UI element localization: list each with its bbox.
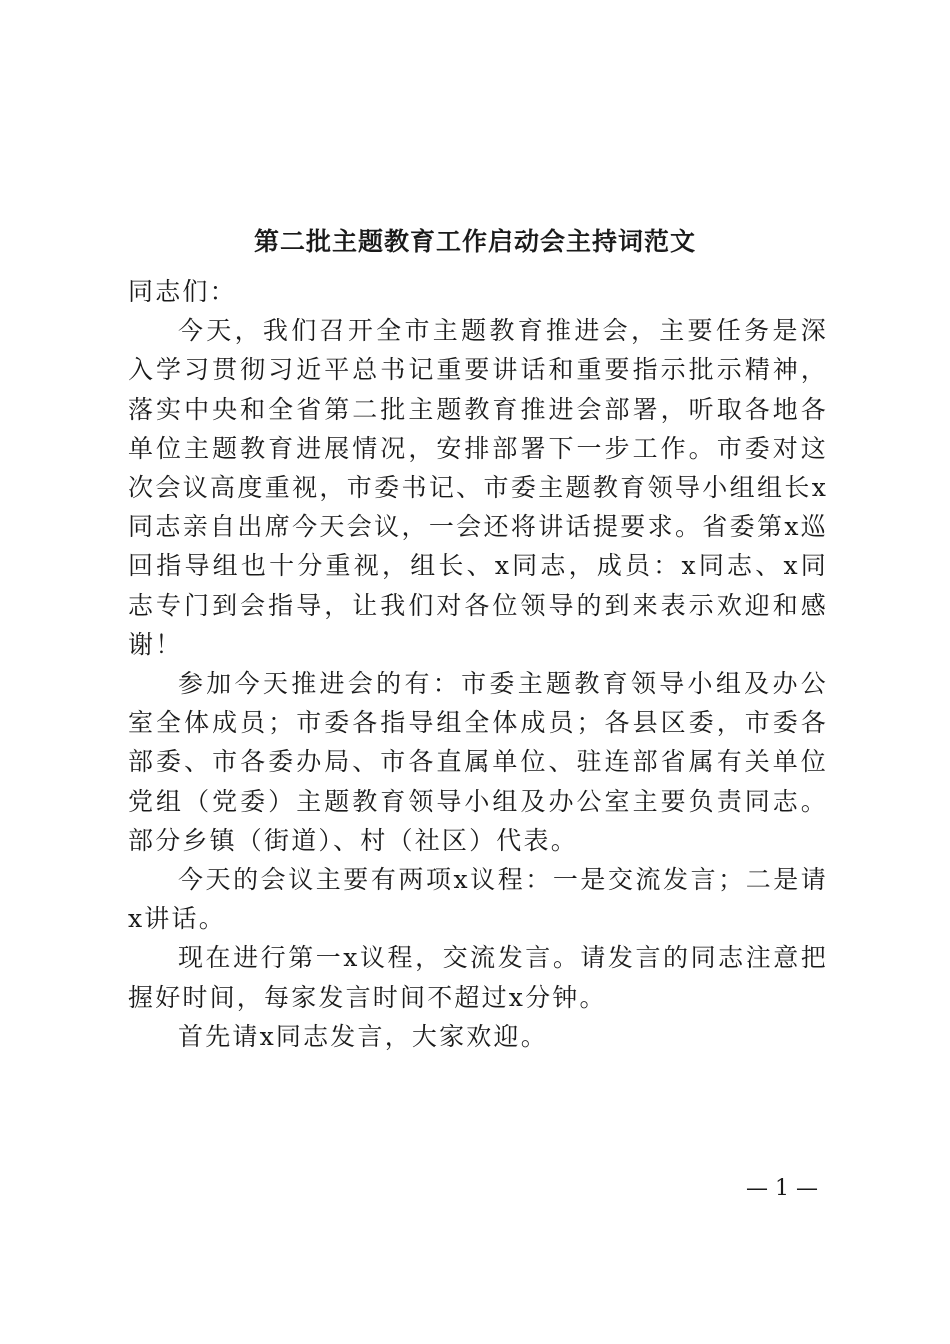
paragraph-opening: 今天，我们召开全市主题教育推进会，主要任务是深入学习贯彻习近平总书记重要讲话和重要指示批示精神，落实中央和全省第二批主题教育推进会部署，听取各地各单位主题教育进展情况，安排部署下一步工作。市委对这次会议高度重视，市委书记、市委主题教育领导小组组长x同志亲自出席今天会议，一会还将讲话提要求。省委第x巡回指导组也十分重视，组长、x同志，成员：x同志、x同志专门到会指导，让我们对各位领导的到来表示欢迎和感谢！ xyxy=(128,316,828,659)
document-title: 第二批主题教育工作启动会主持词范文 xyxy=(253,227,696,256)
paragraph-first-speaker: 首先请x同志发言，大家欢迎。 xyxy=(178,1021,548,1051)
paragraph-attendees: 参加今天推进会的有：市委主题教育领导小组及办公室全体成员；市委各指导组全体成员；各县区委，市委各部委、市各委办局、市各直属单位、驻连部省属有关单位党组（党委）主题教育领导小组及办公室主要负责同志。部分乡镇（街道）、村（社区）代表。 xyxy=(128,669,828,855)
salutation: 同志们： xyxy=(128,277,237,306)
paragraph-first-item: 现在进行第一x议程，交流发言。请发言的同志注意把握好时间，每家发言时间不超过x分钟。 xyxy=(128,943,828,1012)
document-body xyxy=(128,272,828,1056)
paragraph-agenda: 今天的会议主要有两项x议程：一是交流发言；二是请x讲话。 xyxy=(128,865,828,934)
page-number: — 1 — xyxy=(746,1176,818,1201)
